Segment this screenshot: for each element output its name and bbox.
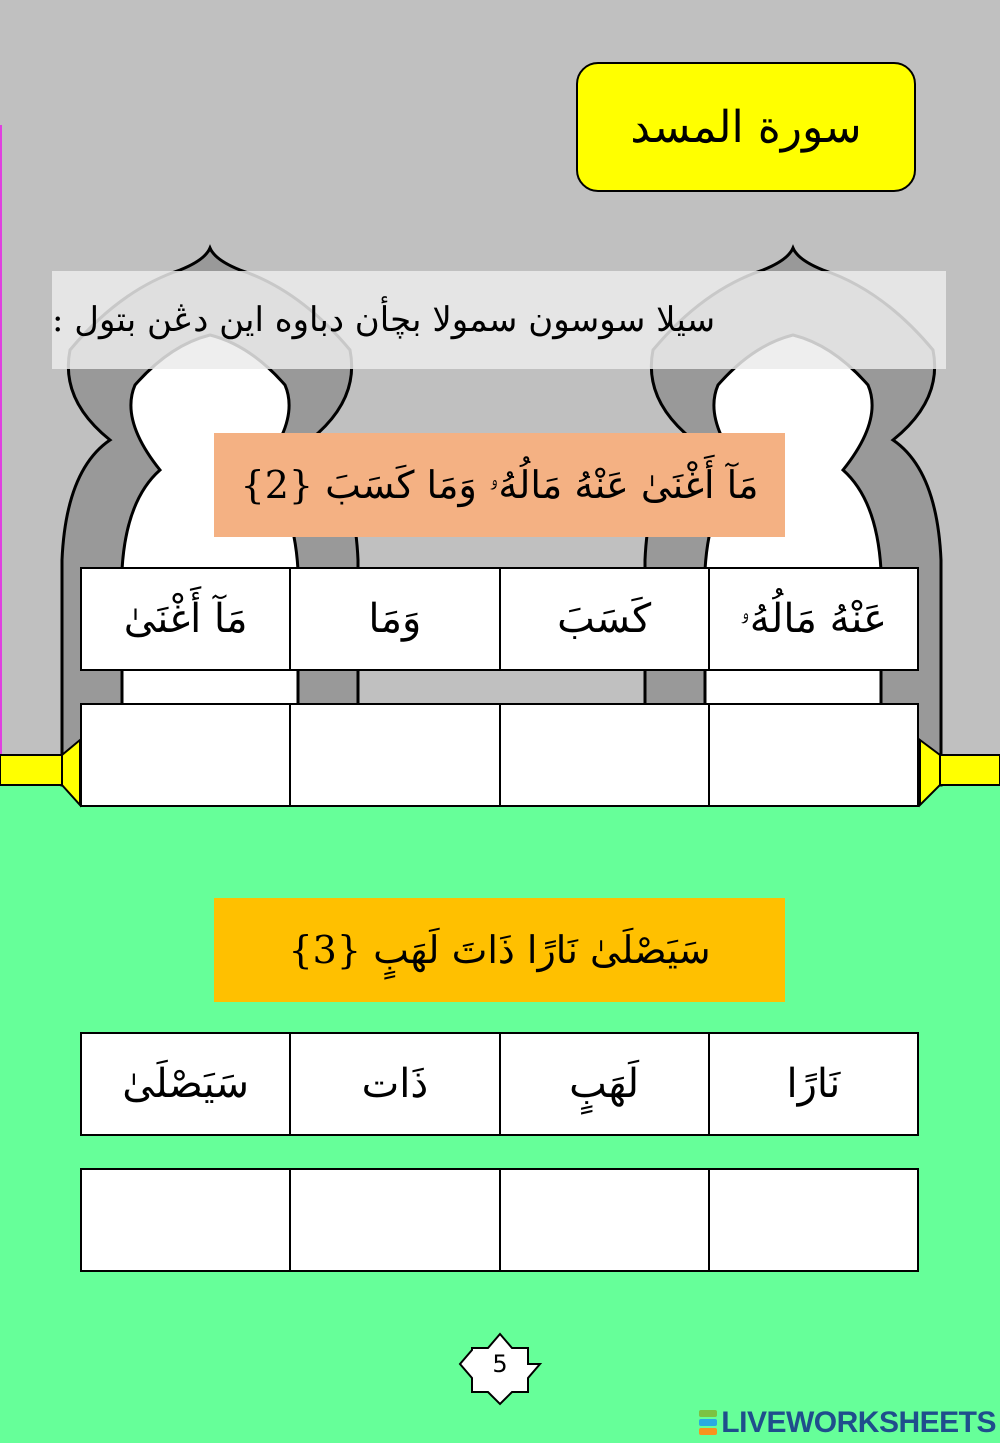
answer-grid-1 [80,703,919,807]
answer-drop-cell[interactable] [708,1170,917,1270]
word-cell[interactable]: ذَات [289,1034,498,1134]
answer-drop-cell[interactable] [82,1170,289,1270]
word-grid-2 [80,1032,919,1136]
answer-drop-cell[interactable] [499,1170,708,1270]
word-cell[interactable]: مَآ أَغْنَىٰ [123,596,248,642]
word-cell[interactable]: وَمَا [289,569,498,669]
brand-logo[interactable] [696,1406,996,1440]
answer-drop-cell[interactable] [289,705,498,805]
instruction-text: سيلا سوسون سمولا بچأن دباوه اين دڠن بتول : [52,271,946,369]
answer-grid-2 [80,1168,919,1272]
word-grid-1 [80,567,919,671]
answer-drop-cell[interactable] [82,705,289,805]
word-cell[interactable]: كَسَبَ [499,569,708,669]
word-cell[interactable]: لَهَبٍ [499,1034,708,1134]
page-number: 5 [492,1350,508,1378]
word-cell[interactable]: عَنْهُ مَالُهُۥ [708,569,917,669]
brand-logo-icon [699,1410,717,1436]
word-cell[interactable]: نَارًا [708,1034,917,1134]
brand-name: LIVEWORKSHEETS [721,1406,996,1439]
verse-1: مَآ أَغْنَىٰ عَنْهُ مَالُهُۥ وَمَا كَسَبَ {2} [214,433,785,537]
word-cell[interactable]: سَيَصْلَىٰ [122,1061,250,1107]
answer-drop-cell[interactable] [708,705,917,805]
page-title: سورة المسد [576,62,916,192]
verse-2: سَيَصْلَىٰ نَارًا ذَاتَ لَهَبٍ {3} [214,898,785,1002]
answer-drop-cell[interactable] [499,705,708,805]
answer-drop-cell[interactable] [289,1170,498,1270]
